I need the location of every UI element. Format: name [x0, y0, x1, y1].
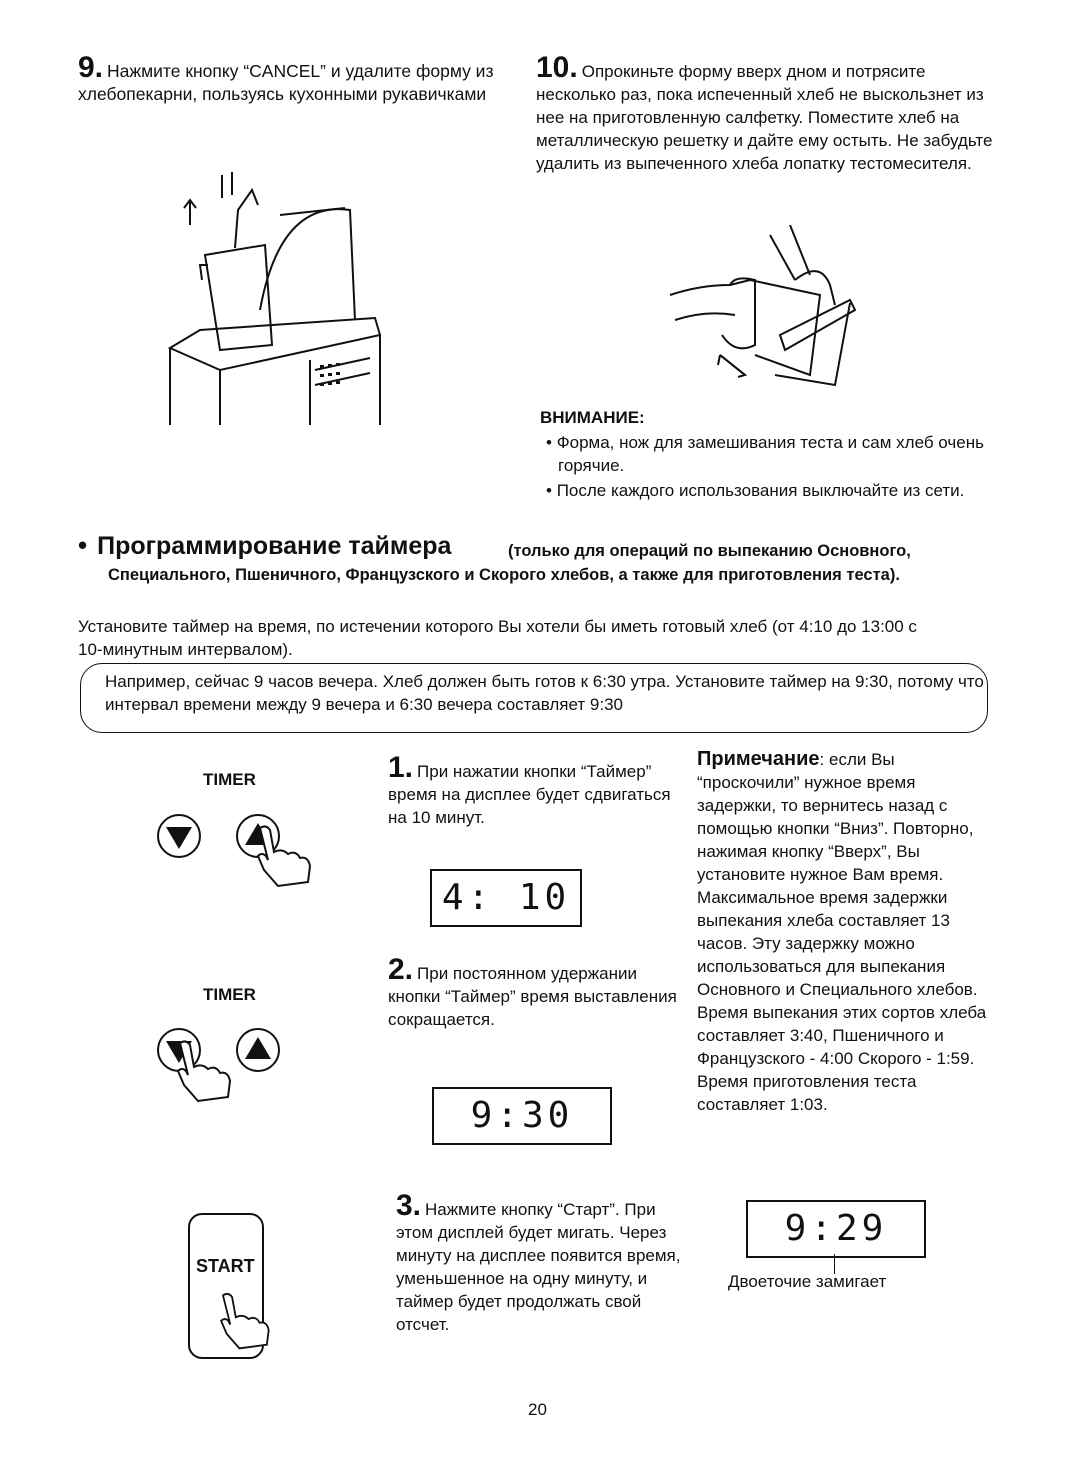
step-10-text: Опрокиньте форму вверх дном и потрясите несколько раз, пока испеченный хлеб не выскользнет из нее на приготовленную салфетку. Поместите хлеб на металлическую решетку и дайте ему остыть. Не забудьте удалить из выпеченного хлеба лопатку тестомесителя.	[536, 62, 993, 173]
start-label: START	[196, 1256, 255, 1276]
display-929: 9:29	[746, 1200, 926, 1258]
step-9	[78, 51, 518, 106]
hand-pointer-icon	[212, 1288, 276, 1352]
step-1-number: 1.	[388, 751, 414, 784]
warning-list	[540, 431, 1000, 502]
page-number: 20	[528, 1400, 547, 1419]
step-2-number: 2.	[388, 953, 414, 986]
timer-up-button-2[interactable]	[236, 1028, 280, 1072]
hand-pointer-icon	[168, 1035, 238, 1105]
step-3	[396, 1189, 686, 1336]
warning-item-2: • После каждого использования выключайте из сети.	[546, 481, 965, 500]
colon-blinks-caption: Двоеточие замигает	[728, 1272, 887, 1291]
down-arrow-icon	[166, 827, 192, 849]
note-block	[697, 748, 997, 1116]
breadmaker-illustration	[160, 170, 390, 430]
section-header	[78, 532, 998, 587]
shaking-pan-illustration	[660, 225, 870, 405]
step-9-number: 9.	[78, 51, 104, 84]
timer-label-2: TIMER	[203, 985, 256, 1004]
step-2	[388, 953, 678, 1031]
hand-pointer-icon	[248, 820, 318, 890]
step-10	[536, 51, 996, 175]
display-930: 9:30	[432, 1087, 612, 1145]
step-3-text: Нажмите кнопку “Старт”. При этом дисплей будет мигать. Через минуту на дисплее появится время, уменьшенное на одну минуту, и таймер будет продолжать свой отсчет.	[396, 1200, 681, 1334]
step-3-number: 3.	[396, 1189, 422, 1222]
note-text: : если Вы “проскочили” нужное время задержки, то вернитесь назад с помощью кнопки “Вниз”. Повторно, нажимая кнопку “Вверх”, Вы установите нужное Вам время. Максимальное время задержки выпекания хлеба составляет 13 часов. Эту задержку можно использоваться для выпекания Основного и Специального хлебов. Время выпекания этих сортов хлеба составляет 3:40, Пшеничного и Французского - 4:00 Скорого - 1:59. Время приготовления теста составляет 1:03.	[697, 750, 987, 1114]
step-1-text: При нажатии кнопки “Таймер” время на дисплее будет сдвигаться на 10 минут.	[388, 762, 671, 827]
display-410: 4: 10	[430, 869, 582, 927]
section-intro: Установите таймер на время, по истечении которого Вы хотели бы иметь готовый хлеб (от 4:10 до 13:00 с 10-минутным интервалом).	[78, 617, 917, 659]
step-1	[388, 751, 688, 829]
warning-item-1: • Форма, нож для замешивания теста и сам хлеб очень горячие.	[546, 433, 984, 475]
step-9-text: Нажмите кнопку “CANCEL” и удалите форму из хлебопекарни, пользуясь кухонными рукавичками	[78, 61, 494, 104]
example-text: Например, сейчас 9 часов вечера. Хлеб должен быть готов к 6:30 утра. Установите таймер на 9:30, потому что интервал времени между 9 вечера и 6:30 вечера составляет 9:30	[105, 672, 984, 714]
timer-label-1: TIMER	[203, 770, 256, 789]
pointer-line	[834, 1254, 835, 1274]
step-2-text: При постоянном удержании кнопки “Таймер” время выставления сокращается.	[388, 964, 677, 1029]
note-title: Примечание	[697, 748, 820, 770]
warning-title: ВНИМАНИЕ:	[540, 408, 645, 427]
section-title: Программирование таймера	[97, 532, 452, 560]
step-10-number: 10.	[536, 51, 578, 84]
section-bullet: •	[78, 530, 88, 560]
warning-block	[540, 407, 1000, 504]
section-subtitle: (только для операций по выпеканию Основного, Специального, Пшеничного, Французского и Скорого хлебов, а также для приготовления теста).	[108, 542, 911, 584]
up-arrow-icon	[245, 1037, 271, 1059]
timer-down-button-1[interactable]	[157, 814, 201, 858]
